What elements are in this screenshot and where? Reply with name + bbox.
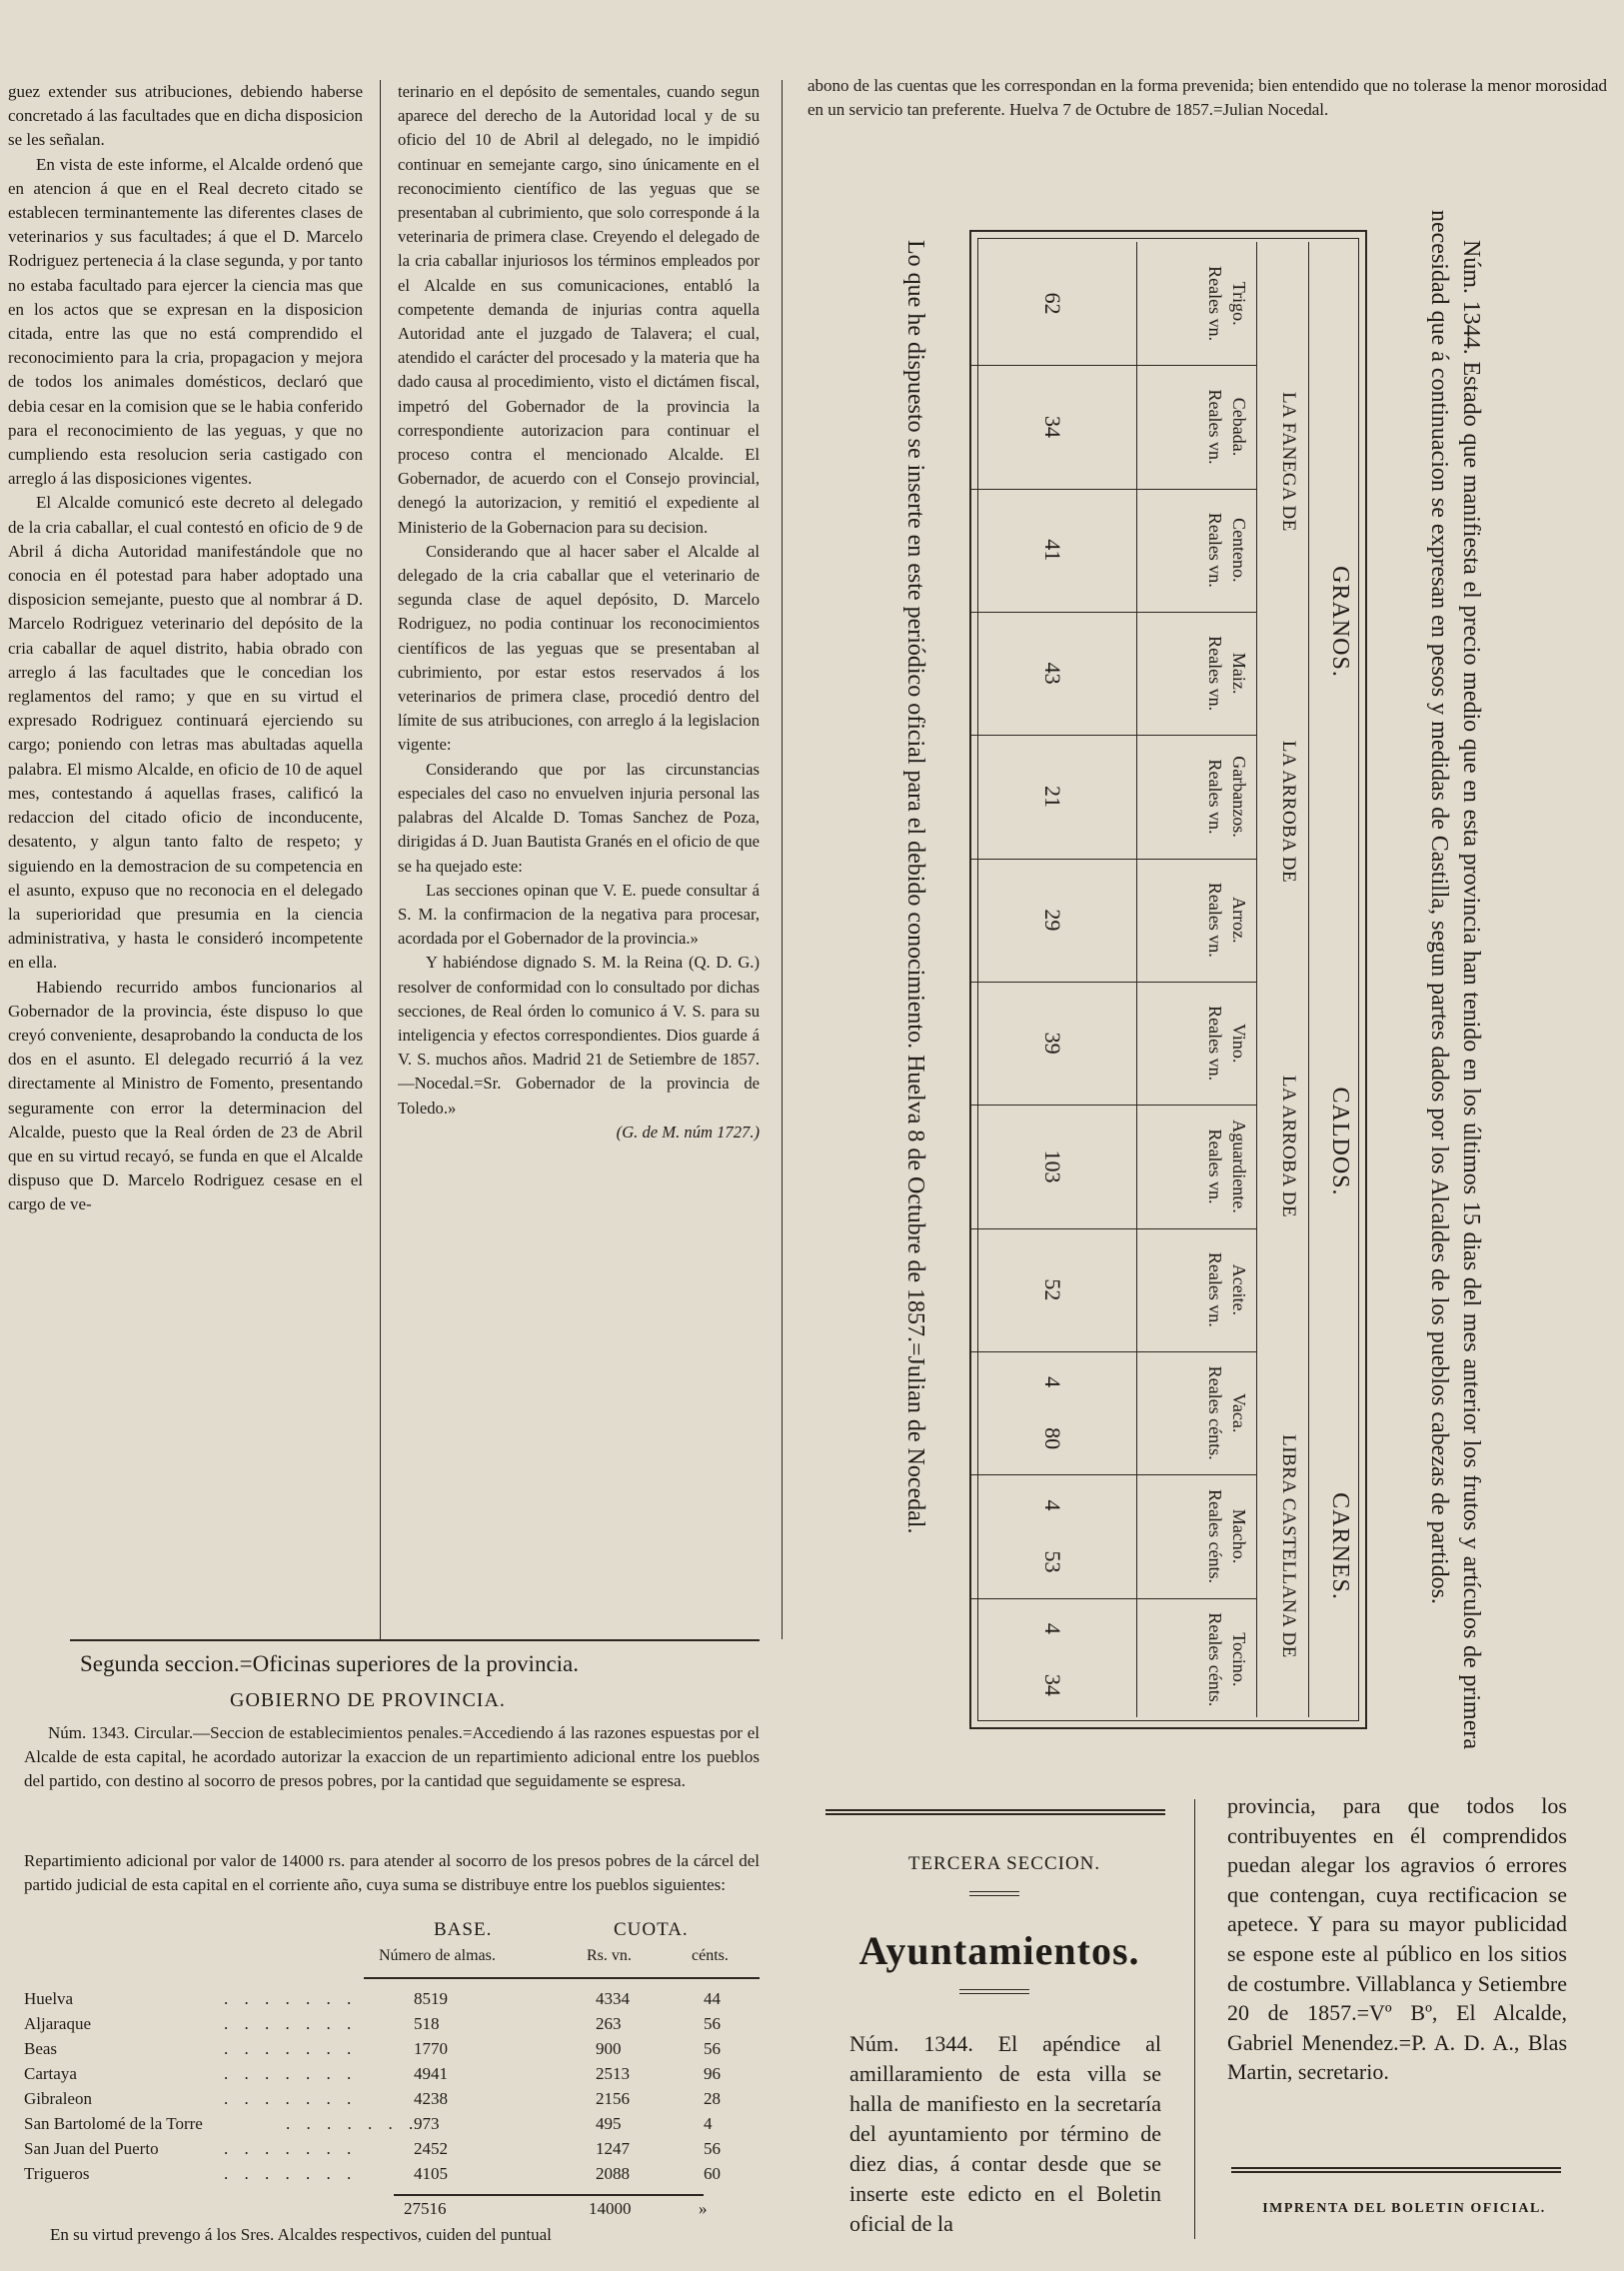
estado-col-divider [971,1474,1257,1475]
estado-value-cents: 80 [1040,1427,1065,1450]
estado-col-value: 21 [1040,785,1065,808]
closing-line: En su virtud prevengo á los Sres. Alcaldes respectivos, cuiden del puntual [50,2225,552,2244]
cents-value: 44 [704,1989,721,2008]
text-column-1 [8,80,363,1644]
rs-value: 2156 [596,2089,630,2108]
subgroup-arroba-2: LA ARROBA DE [1278,1075,1299,1218]
estado-col-divider [971,365,1257,366]
estado-col-divider [971,612,1257,613]
estado-col-unit: Reales vn. [1205,759,1225,835]
estado-col-unit: Reales vn. [1205,1129,1225,1204]
total-rs: 14000 [589,2199,632,2218]
estado-col-unit: Reales cénts. [1205,1612,1225,1707]
estado-col-value [1039,1598,1065,1721]
estado-col-value: 39 [1040,1032,1065,1055]
header-cuota: CUOTA. [614,1919,689,1940]
col2-paragraph-5: Y habiéndose dignado S. M. la Reina (Q. D. G.) resolver de conformidad con lo consultado por dichas secciones, de Real órden lo comunico á V. S. para su inteligencia y efectos correspondientes. Dios guarde á V. S. muchos años. Madrid 21 de Setiembre de 1857.—Nocedal.=Sr. Gobernador de la provincia de Toledo.» [398,953,760,1118]
estado-table-inner [977,238,1359,1721]
cents-value: 28 [704,2089,721,2108]
cents-value: 4 [704,2114,713,2133]
table-row [24,2139,760,2163]
cents-value: 96 [704,2064,721,2083]
circular-text [24,1721,760,1793]
estado-col-divider [971,735,1257,736]
estado-col-unit: Reales vn. [1205,636,1225,712]
col3-top-text: abono de las cuentas que les correspondan en la forma prevenida; bien entendido que no tolerase la menor morosidad en un servicio tan preferente. Huelva 7 de Octubre de 1857.=Julian Nocedal. [808,76,1607,119]
dot-leaders: . . . . . . . [224,2164,358,2183]
estado-table [969,230,1367,1729]
group-granos: GRANOS. [1327,566,1353,678]
subgroup-libra: LIBRA CASTELLANA DE [1278,1434,1299,1658]
dot-leaders: . . . . . . . [224,2039,358,2058]
estado-number: Núm. 1344. [1458,240,1484,355]
estado-col-divider [971,982,1257,983]
gobierno-heading: GOBIERNO DE PROVINCIA. [230,1689,506,1711]
gaceta-reference: (G. de M. núm 1727.) [616,1122,760,1141]
group-carnes: CARNES. [1327,1492,1353,1600]
dot-leaders: . . . . . . . [224,1989,358,2008]
estado-col-value: 29 [1040,909,1065,932]
estado-col-unit: Reales cénts. [1205,1489,1225,1583]
almas-value: 1770 [414,2039,448,2058]
estado-col-name: Aceite. [1229,1263,1249,1316]
estado-col-divider [971,1351,1257,1352]
town-name: Beas [24,2039,58,2058]
table-row [24,2164,760,2188]
ornament-rule [969,1891,1019,1896]
estado-col-name: Maiz. [1229,652,1249,695]
ayuntamientos-heading: Ayuntamientos. [858,1928,1140,1973]
header-almas: Número de almas. [379,1947,496,1964]
estado-col-name: Cebada. [1229,397,1249,457]
ayuntamiento-edict-part-2: provincia, para que todos los contribuyentes en él comprendidos puedan alegar los agravios ó errores que contengan, cuya rectificacion se apetece. Y para su mayor publicidad se espone este al público en los sitios de costumbre. Villablanca y Setiembre 20 de 1857.=Vº Bº, El Alcalde, Gabriel Menendez.=P. A. D. A., Blas Martin, secretario. [1227,1793,1567,2085]
estado-col-name: Centeno. [1229,518,1249,583]
total-cents: » [699,2199,708,2218]
estado-col-value [1039,1474,1065,1597]
estado-col-name: Garbanzos. [1229,756,1249,838]
estado-heading [1423,210,1487,1749]
subgroup-fanega: LA FANEGA DE [1278,392,1299,532]
estado-col-divider [971,1228,1257,1229]
total-rule [394,2194,704,2196]
almas-value: 4105 [414,2164,448,2183]
col1-paragraph-3: El Alcalde comunicó este decreto al delegado de la cria caballar, el cual contestó en oficio de 9 de Abril á dicha Autoridad manifestándole que no conocia en él potestad para haber adoptado una disposicion semejante, puesto que al nombrar á D. Marcelo Rodriguez veterinario del depósito de la cria caballar de aquel distrito, habia obrado con arreglo á las facultades que le concedian los reglamentos del ramo; y que en su virtud el expresado Rodriguez continuará ejerciendo su cargo; poniendo con letras mas abultadas aquella palabra. El mismo Alcalde, en oficio de 10 de aquel mes, contestando á aquellas frases, calificó la redaccion del citado oficio de inconducente, desatento, y algun tanto falto de respeto; y siguiendo en la demostracion de su competencia en el asunto, expuso que no reconocia en el delegado la superioridad que presumia en la ciencia administrativa, y hasta le consideró incompetente en ella. [8,493,363,973]
estado-footer-text: Lo que he dispuesto se inserte en este periódico oficial para el debido conocimiento. Huelva 8 de Octubre de 1857.=Julian de Nocedal. [902,240,928,1534]
col1-paragraph-1: guez extender sus atribuciones, debiendo haberse concretado á las facultades que en dicha disposicion se les señalan. [8,82,363,150]
col2-paragraph-4: Las secciones opinan que V. E. puede consultar á S. M. la confirmacion de la negativa para procesar, acordada por el Gobernador de la provincia.» [398,880,760,949]
column-divider [1194,1799,1195,2239]
almas-value: 518 [414,2014,440,2033]
group-rule [1308,242,1309,1717]
rs-value: 495 [596,2114,622,2133]
estado-col-divider [971,489,1257,490]
rs-value: 1247 [596,2139,630,2158]
almas-value: 2452 [414,2139,448,2158]
estado-col-value: 34 [1040,415,1065,438]
estado-col-unit: Reales vn. [1205,1251,1225,1327]
estado-col-name: Tocino. [1229,1632,1249,1687]
almas-value: 973 [414,2114,440,2133]
estado-col-divider [971,1598,1257,1599]
estado-col-name: Arroz. [1229,897,1249,944]
town-name: San Juan del Puerto [24,2139,159,2158]
estado-col-value: 62 [1040,292,1065,315]
table-row [24,2014,760,2038]
town-name: San Bartolomé de la Torre [24,2114,203,2133]
table-row [24,2064,760,2088]
rs-value: 4334 [596,1989,630,2008]
dot-leaders: . . . . . . . [224,2089,358,2108]
rs-value: 900 [596,2039,622,2058]
ornament-rule [959,1989,1029,1994]
cents-value: 56 [704,2039,721,2058]
estado-col-unit: Reales cénts. [1205,1365,1225,1460]
estado-value-reales: 4 [1040,1376,1065,1388]
estado-col-divider [971,1105,1257,1106]
almas-value: 4941 [414,2064,448,2083]
estado-col-name: Macho. [1229,1508,1249,1564]
section-2-title: Segunda seccion.=Oficinas superiores de la provincia. [80,1651,580,1676]
town-name: Trigueros [24,2164,90,2183]
estado-col-value: 41 [1040,539,1065,562]
col2-paragraph-3: Considerando que por las circunstancias especiales del caso no envuelven injuria personal las palabras del Alcalde D. Tomas Sanchez de Poza, dirigidas á D. Juan Bautista Granés en el oficio de que se ha quejado este: [398,759,760,876]
subgroup-rule [1256,242,1257,1717]
imprenta-rule [1231,2167,1561,2173]
estado-col-value: 103 [1040,1149,1065,1183]
col1-paragraph-4: Habiendo recurrido ambos funcionarios al Gobernador de la provincia, éste dispuso lo que creyó conveniente, desaprobando la conducta de los dos en el asunto. El delegado recurrió á la vez directamente al Ministro de Fomento, presentando seguramente con error la determinacion del Alcalde, puesto que la Real órden de 23 de Abril que en su virtud recayó, se funda en que el Alcalde dispuso que D. Marcelo Rodriguez cesase en el cargo de ve- [8,977,363,1214]
header-rs: Rs. vn. [587,1947,632,1964]
estado-col-divider [971,859,1257,860]
cents-value: 60 [704,2164,721,2183]
header-cents: cénts. [692,1947,729,1964]
dot-leaders: . . . . . . . [224,2014,358,2033]
estado-value-reales: 4 [1040,1499,1065,1511]
estado-col-value: 43 [1040,662,1065,685]
estado-col-name: Trigo. [1229,281,1249,326]
text-column-2 [398,80,760,1609]
dot-leaders: . . . . . . . [224,2139,358,2158]
estado-col-unit: Reales vn. [1205,882,1225,958]
estado-col-unit: Reales vn. [1205,389,1225,465]
table-row [24,2039,760,2063]
section-3-rule [825,1809,1165,1815]
estado-value-cents: 34 [1040,1673,1065,1696]
rs-value: 2513 [596,2064,630,2083]
values-rule [1136,242,1137,1717]
col1-paragraph-2: En vista de este informe, el Alcalde ordenó que en atencion á que en el Real decreto citado se establecen terminantemente las diferentes clases de veterinarios y sus facultades; á que el D. Marcelo Rodriguez pertenecia á la clase segunda, y por tanto no estaba facultado para ejercer la ciencia mas que en los actos que se expresan en la disposicion citada, entre las que no está comprendido el reconocimiento para la cria, propagacion y mejora de todos los animales domésticos, declaró que debia cesar en la comision que se le habia conferido para el reconocimiento de las yeguas, y que no cumpliendo esta resolucion seria castigado con arreglo á las disposiciones vigentes. [8,154,363,489]
col2-paragraph-1: terinario en el depósito de sementales, cuando segun aparece del derecho de la Autoridad local y de su oficio del 10 de Abril al delegado, no le impidió continuar en semejante cargo, sino únicamente en el reconocimiento científico de las yeguas que se presentaban al cubrimiento, que solo corresponde á la veterinaria de primera clase. Creyendo el delegado de la cria caballar injuriosos los términos empleados por el Alcalde en sus comunicaciones, entabló la competente demanda de injurias contra aquella Autoridad ante el juzgado de Talavera; el cual, atendido el carácter del procesado y la materia que ha dado causa al procedimiento, visto el dictámen fiscal, impetró del Gobernador de la provincia la correspondiente autorizacion para continuar el proceso contra el mencionado Alcalde. El Gobernador, de acuerdo con el Consejo provincial, denegó la autorizacion, y remitió el expediente al Ministerio de la Gobernacion para su decision. [398,82,760,537]
estado-value-reales: 4 [1040,1622,1065,1634]
almas-value: 8519 [414,1989,448,2008]
group-caldos: CALDOS. [1327,1087,1353,1196]
cents-value: 56 [704,2014,721,2033]
table-row [24,1989,760,2013]
estado-col-value: 52 [1040,1278,1065,1301]
estado-col-name: Aguardiente. [1229,1120,1249,1213]
almas-value: 4238 [414,2089,448,2108]
table-row [24,2114,760,2138]
column-divider [380,80,381,1639]
header-rule [364,1977,760,1979]
section-rule [70,1639,760,1641]
town-name: Aljaraque [24,2014,92,2033]
cents-value: 56 [704,2139,721,2158]
circular-paragraph: Núm. 1343. Circular.—Seccion de establecimientos penales.=Accediendo á las razones espuestas por el Alcalde de esta capital, he acordado autorizar la exaccion de un repartimiento adicional entre los pueblos del partido, con destino al socorro de presos pobres, por la cantidad que seguidamente se espresa. [24,1723,760,1790]
town-name: Huelva [24,1989,74,2008]
rs-value: 263 [596,2014,622,2033]
dot-leaders: . . . . . . . [286,2114,420,2133]
estado-precios-block [822,210,1487,1749]
repartimiento-text: Repartimiento adicional por valor de 14000 rs. para atender al socorro de los presos pobres de la cárcel del partido judicial de esta capital en el corriente año, cuya suma se distribuye entre los pueblos siguientes: [24,1851,760,1894]
col2-paragraph-2: Considerando que al hacer saber el Alcalde al delegado de la cria caballar que el veterinario de segunda clase de aquel depósito, D. Marcelo Rodriguez, no podia continuar los reconocimientos científicos de las yeguas que se presentaban al cubrimiento, por estar estos reservados á los veterinarios de primera clase, procedió dentro del límite de sus atribuciones, con arreglo á la legislacion vigente: [398,541,760,755]
section-3-title: TERCERA SECCION. [907,1853,1101,1874]
estado-col-unit: Reales vn. [1205,1006,1225,1082]
header-base: BASE. [434,1919,493,1940]
estado-footer [898,210,932,1749]
estado-heading-text: Estado que manifiesta el precio medio que en esta provincia han tenido en los últimos 15 dias del mes anterior los frutos y artículos de primera necesidad que á continuacion se expresan en pesos y medidas de Castilla, segun partes dados por los Alcaldes de los pueblos cabezas de partidos. [1426,210,1484,1750]
imprenta-line: IMPRENTA DEL BOLETIN OFICIAL. [1262,2201,1546,2216]
estado-col-name: Vaca. [1229,1392,1249,1433]
estado-col-name: Vino. [1229,1023,1249,1064]
estado-col-unit: Reales vn. [1205,266,1225,342]
estado-col-unit: Reales vn. [1205,512,1225,588]
table-row [24,2089,760,2113]
estado-value-cents: 53 [1040,1550,1065,1573]
total-almas: 27516 [404,2199,447,2218]
dot-leaders: . . . . . . . [224,2064,358,2083]
column-divider [782,80,783,1639]
ayuntamiento-edict-part-1: Núm. 1344. El apéndice al amillaramiento de esta villa se halla de manifiesto en la secretaría del ayuntamiento por término de diez dias, á contar desde que se inserte este edicto en el Boletin oficial de la [849,2031,1161,2236]
rs-value: 2088 [596,2164,630,2183]
town-name: Cartaya [24,2064,77,2083]
subgroup-arroba-1: LA ARROBA DE [1278,740,1299,884]
town-name: Gibraleon [24,2089,92,2108]
estado-col-value [1039,1351,1065,1474]
